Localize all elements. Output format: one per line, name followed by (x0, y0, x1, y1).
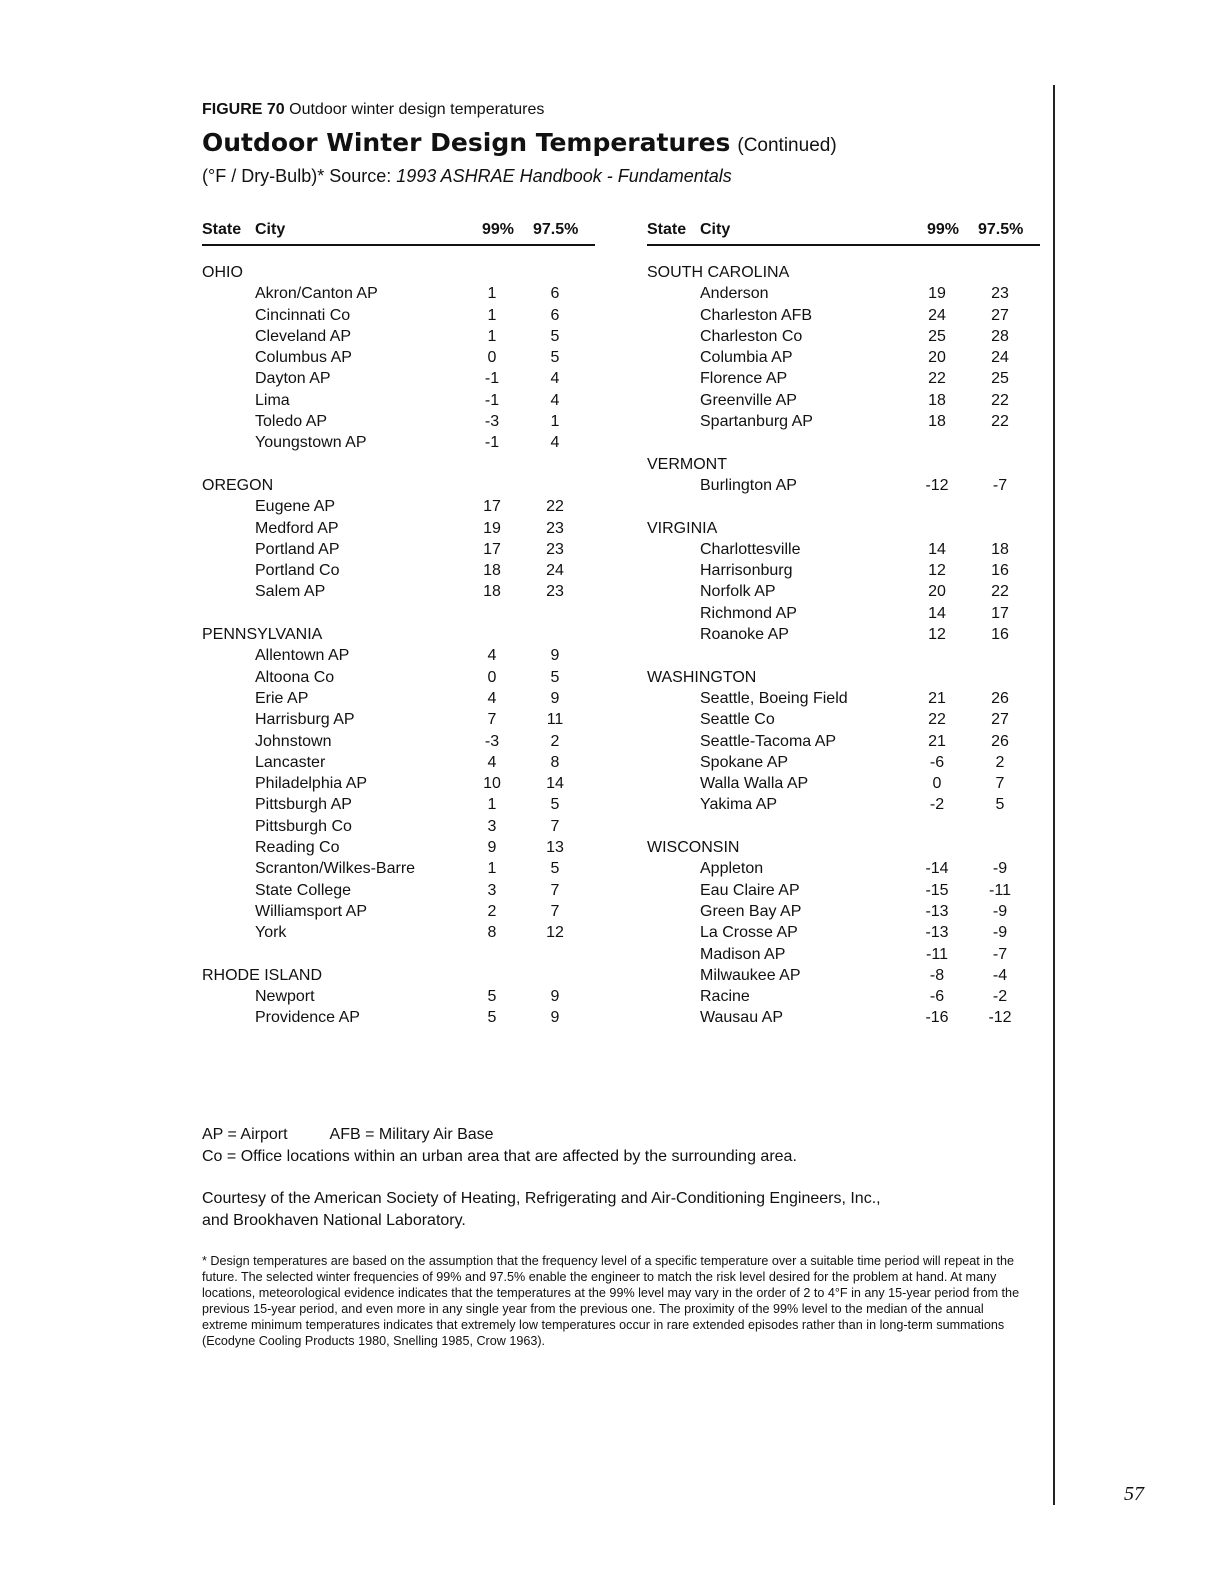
value-975-cell: 22 (991, 391, 1009, 409)
city-cell: Allentown AP (255, 647, 350, 665)
value-975-cell: -9 (992, 924, 1008, 942)
table-header (202, 220, 595, 246)
value-975-cell: 9 (550, 689, 560, 707)
group-spacer (647, 645, 1040, 666)
table-row (202, 645, 595, 666)
table-row (202, 283, 595, 304)
value-975-cell: 8 (550, 753, 560, 771)
value-99-cell: -6 (929, 988, 945, 1006)
state-heading: RHODE ISLAND (202, 966, 323, 984)
city-cell: Roanoke AP (700, 626, 789, 644)
value-99-cell: 4 (487, 753, 497, 771)
value-99-cell: -3 (484, 413, 500, 431)
table-row (202, 794, 595, 815)
table-row (647, 880, 1040, 901)
table-row (202, 837, 595, 858)
city-cell: Yakima AP (700, 796, 778, 814)
city-cell: Salem AP (255, 583, 326, 601)
table-row (647, 475, 1040, 496)
city-cell: Lancaster (255, 753, 326, 771)
city-cell: Lima (255, 391, 290, 409)
header-city: City (700, 221, 731, 238)
value-975-cell: 18 (991, 540, 1009, 558)
value-99-cell: 19 (928, 285, 946, 303)
value-99-cell: 4 (487, 689, 497, 707)
right-table-body (647, 262, 1040, 1029)
value-99-cell: 19 (483, 519, 501, 537)
value-975-cell: 6 (550, 306, 560, 324)
value-99-cell: 1 (487, 285, 497, 303)
value-975-cell: 23 (546, 583, 564, 601)
table-row (202, 773, 595, 794)
value-975-cell: 5 (550, 668, 560, 686)
city-cell: Toledo AP (255, 413, 328, 431)
value-99-cell: 5 (487, 988, 497, 1006)
value-975-cell: 23 (546, 519, 564, 537)
value-99-cell: 14 (928, 604, 946, 622)
group-spacer (202, 603, 595, 624)
city-cell: Providence AP (255, 1009, 360, 1027)
table-row (647, 624, 1040, 645)
value-99-cell: 21 (928, 689, 946, 707)
value-99-cell: -1 (484, 370, 500, 388)
table-row (202, 496, 595, 517)
city-cell: Portland AP (255, 540, 340, 558)
state-heading: WISCONSIN (647, 839, 740, 857)
value-975-cell: 5 (550, 796, 560, 814)
value-975-cell: 6 (550, 285, 560, 303)
value-99-cell: -14 (925, 860, 949, 878)
city-cell: Johnstown (255, 732, 332, 750)
city-cell: Spokane AP (700, 753, 789, 771)
value-99-cell: -15 (925, 881, 949, 899)
city-cell: Youngstown AP (255, 434, 367, 452)
value-99-cell: -2 (929, 796, 945, 814)
value-975-cell: 14 (546, 775, 564, 793)
margin-rule (1053, 85, 1055, 1505)
city-cell: Altoona Co (255, 668, 335, 686)
page-number: 57 (1124, 1483, 1144, 1505)
city-cell: Charleston AFB (700, 306, 813, 324)
table-row (202, 368, 595, 389)
value-975-cell: 16 (991, 562, 1009, 580)
table-row (202, 1007, 595, 1028)
header-975: 97.5% (978, 221, 1024, 238)
state-heading: OHIO (202, 264, 243, 281)
table-row (647, 305, 1040, 326)
value-975-cell: 23 (991, 285, 1009, 303)
city-cell: Portland Co (255, 562, 340, 580)
page-title (202, 128, 837, 158)
table-row (647, 688, 1040, 709)
value-99-cell: 24 (928, 306, 946, 324)
state-heading: PENNSYLVANIA (202, 626, 323, 644)
table-row (647, 347, 1040, 368)
value-99-cell: 1 (487, 796, 497, 814)
value-99-cell: -11 (926, 945, 948, 963)
value-975-cell: 9 (550, 1009, 560, 1027)
value-99-cell: -3 (484, 732, 500, 750)
table-row (202, 326, 595, 347)
city-cell: Florence AP (700, 370, 788, 388)
value-99-cell: -13 (925, 902, 949, 920)
value-975-cell: 17 (991, 604, 1009, 622)
subtitle (202, 166, 732, 187)
value-975-cell: 16 (991, 626, 1009, 644)
city-cell: Milwaukee AP (700, 966, 801, 984)
group-spacer (202, 944, 595, 965)
figure-caption-text: Outdoor winter design temperatures (289, 101, 545, 118)
city-cell: Philadelphia AP (255, 775, 368, 793)
table-row (202, 922, 595, 943)
city-cell: Columbia AP (700, 349, 793, 367)
value-99-cell: 25 (928, 327, 946, 345)
city-cell: Harrisonburg (700, 562, 793, 580)
value-975-cell: 5 (550, 327, 560, 345)
table-row (647, 731, 1040, 752)
value-975-cell: 25 (991, 370, 1009, 388)
header-99: 99% (482, 221, 515, 238)
table-row (647, 773, 1040, 794)
header-state: State (202, 221, 242, 238)
table-row (202, 731, 595, 752)
value-99-cell: 18 (483, 583, 501, 601)
value-975-cell: 9 (550, 988, 560, 1006)
value-99-cell: 22 (928, 711, 946, 729)
table-row (647, 752, 1040, 773)
table-row (202, 858, 595, 879)
right-table (647, 220, 1040, 1029)
city-cell: Walla Walla AP (700, 775, 809, 793)
city-cell: Dayton AP (255, 370, 331, 388)
city-cell: State College (255, 881, 352, 899)
value-975-cell: 4 (550, 391, 560, 409)
city-cell: Eau Claire AP (700, 881, 800, 899)
abbr-co: Co = Office locations within an urban area that are affected by the surrounding area. (202, 1148, 797, 1165)
city-cell: Pittsburgh AP (255, 796, 352, 814)
courtesy-note (202, 1188, 922, 1232)
table-row (647, 1007, 1040, 1028)
abbr-ap: AP = Airport (202, 1126, 288, 1143)
value-99-cell: 2 (487, 902, 497, 920)
value-975-cell: -12 (988, 1009, 1012, 1027)
state-heading: OREGON (202, 476, 274, 494)
value-99-cell: 21 (928, 732, 946, 750)
value-975-cell: 7 (550, 817, 560, 835)
table-row (647, 965, 1040, 986)
city-cell: Newport (255, 988, 315, 1006)
value-975-cell: 27 (991, 711, 1009, 729)
value-975-cell: 22 (991, 413, 1009, 431)
value-99-cell: 22 (928, 370, 946, 388)
value-975-cell: 4 (550, 370, 560, 388)
table-row (647, 581, 1040, 602)
value-975-cell: -11 (989, 881, 1011, 899)
group-spacer (647, 496, 1040, 517)
value-99-cell: 1 (487, 306, 497, 324)
table-row (202, 986, 595, 1007)
table-row (647, 944, 1040, 965)
table-row (647, 283, 1040, 304)
value-975-cell: 2 (550, 732, 560, 750)
city-cell: Akron/Canton AP (255, 285, 378, 303)
table-row (647, 901, 1040, 922)
table-row (202, 816, 595, 837)
value-975-cell: -7 (992, 945, 1008, 963)
figure-label: FIGURE 70 (202, 101, 285, 118)
subtitle-prefix: (°F / Dry-Bulb)* Source: (202, 166, 397, 186)
city-cell: Charlottesville (700, 540, 801, 558)
value-99-cell: 20 (928, 349, 946, 367)
table-row (202, 688, 595, 709)
value-99-cell: 0 (487, 349, 497, 367)
value-975-cell: -7 (992, 476, 1008, 494)
table-row (202, 390, 595, 411)
state-heading: WASHINGTON (647, 668, 757, 686)
value-99-cell: 17 (483, 540, 501, 558)
city-cell: Cleveland AP (255, 327, 352, 345)
table-row (202, 432, 595, 453)
table-row (202, 709, 595, 730)
city-cell: Harrisburg AP (255, 711, 355, 729)
table-row (647, 858, 1040, 879)
value-99-cell: 8 (487, 924, 497, 942)
city-cell: Appleton (700, 860, 764, 878)
value-975-cell: 11 (546, 711, 564, 729)
value-99-cell: 1 (487, 327, 497, 345)
table-row (202, 518, 595, 539)
value-975-cell: 2 (995, 753, 1005, 771)
city-cell: Scranton/Wilkes-Barre (255, 860, 416, 878)
value-975-cell: 5 (550, 860, 560, 878)
header-99: 99% (927, 221, 960, 238)
city-cell: Norfolk AP (700, 583, 776, 601)
city-cell: Seattle, Boeing Field (700, 689, 848, 707)
city-cell: Anderson (700, 285, 769, 303)
value-975-cell: 9 (550, 647, 560, 665)
value-99-cell: 3 (487, 881, 497, 899)
value-99-cell: 18 (928, 413, 946, 431)
value-99-cell: -12 (925, 476, 949, 494)
value-975-cell: 24 (991, 349, 1009, 367)
city-cell: La Crosse AP (700, 924, 798, 942)
table-row (202, 305, 595, 326)
value-975-cell: -9 (992, 860, 1008, 878)
value-99-cell: -8 (929, 966, 945, 984)
value-99-cell: -6 (929, 753, 945, 771)
value-99-cell: 10 (483, 775, 501, 793)
value-975-cell: 23 (546, 540, 564, 558)
city-cell: Burlington AP (700, 476, 797, 494)
table-row (647, 411, 1040, 432)
value-975-cell: 22 (991, 583, 1009, 601)
city-cell: Seattle Co (700, 711, 775, 729)
value-99-cell: 7 (487, 711, 497, 729)
table-row (202, 901, 595, 922)
value-975-cell: 28 (991, 327, 1009, 345)
city-cell: Pittsburgh Co (255, 817, 352, 835)
value-975-cell: 5 (550, 349, 560, 367)
header-city: City (255, 221, 286, 238)
city-cell: Eugene AP (255, 498, 336, 516)
abbr-afb: AFB = Military Air Base (329, 1126, 494, 1143)
value-99-cell: 18 (483, 562, 501, 580)
value-975-cell: -9 (992, 902, 1008, 920)
city-cell: Greenville AP (700, 391, 797, 409)
value-99-cell: 0 (932, 775, 942, 793)
value-99-cell: 12 (928, 562, 946, 580)
figure-caption (202, 101, 544, 119)
city-cell: Williamsport AP (255, 902, 368, 920)
table-row (647, 794, 1040, 815)
city-cell: Madison AP (700, 945, 786, 963)
table-row (202, 411, 595, 432)
value-99-cell: 12 (928, 626, 946, 644)
city-cell: Reading Co (255, 839, 340, 857)
value-975-cell: -4 (992, 966, 1008, 984)
table-row (202, 347, 595, 368)
courtesy-line-2: and Brookhaven National Laboratory. (202, 1212, 466, 1229)
value-975-cell: 1 (550, 413, 560, 431)
value-99-cell: -16 (925, 1009, 949, 1027)
value-99-cell: 4 (487, 647, 497, 665)
table-row (202, 560, 595, 581)
table-row (647, 709, 1040, 730)
city-cell: Spartanburg AP (700, 413, 813, 431)
city-cell: Erie AP (255, 689, 309, 707)
city-cell: York (255, 924, 287, 942)
value-975-cell: 5 (995, 796, 1005, 814)
value-975-cell: -2 (992, 988, 1008, 1006)
table-row (202, 880, 595, 901)
value-975-cell: 4 (550, 434, 560, 452)
footnote: * Design temperatures are based on the assumption that the frequency level of a specific temperature over a suitable time period will repeat in the future. The selected winter frequencies of 99% and 97.5% enable the engineer to match the risk level desired for the problem at hand. At many locations, meteorological evidence indicates that the temperatures at the 99% level may vary in the order of 2 to 4°F in any 15-year period from the previous 15-year period, and even more in any single year from the previous one. The proximity of the 99% level to the median of the annual extreme minimum temperatures indicates that extremely low temperatures occur in rare extended episodes rather than in long-term summations (Ecodyne Cooling Products 1980, Snelling 1985, Crow 1963). (202, 1254, 1020, 1349)
header-state: State (647, 221, 687, 238)
city-cell: Richmond AP (700, 604, 797, 622)
value-975-cell: 13 (546, 839, 564, 857)
table-row (647, 986, 1040, 1007)
value-99-cell: -1 (484, 434, 500, 452)
value-99-cell: 9 (487, 839, 497, 857)
value-99-cell: 1 (487, 860, 497, 878)
value-99-cell: 20 (928, 583, 946, 601)
courtesy-line-1: Courtesy of the American Society of Heating, Refrigerating and Air-Conditioning Engineers, Inc., (202, 1190, 881, 1207)
state-heading: VIRGINIA (647, 519, 718, 537)
table-row (647, 368, 1040, 389)
table-row (202, 581, 595, 602)
table-row (202, 667, 595, 688)
left-table (202, 220, 595, 1029)
value-99-cell: 3 (487, 817, 497, 835)
value-975-cell: 26 (991, 732, 1009, 750)
value-975-cell: 27 (991, 306, 1009, 324)
value-99-cell: -1 (484, 391, 500, 409)
city-cell: Charleston Co (700, 327, 803, 345)
left-table-body (202, 262, 595, 1029)
state-heading: VERMONT (647, 455, 727, 473)
value-975-cell: 7 (995, 775, 1005, 793)
city-cell: Racine (700, 988, 750, 1006)
group-spacer (202, 454, 595, 475)
value-975-cell: 26 (991, 689, 1009, 707)
value-975-cell: 22 (546, 498, 564, 516)
value-99-cell: 0 (487, 668, 497, 686)
city-cell: Cincinnati Co (255, 306, 351, 324)
abbreviations (202, 1124, 797, 1168)
table-row (647, 539, 1040, 560)
value-99-cell: 18 (928, 391, 946, 409)
city-cell: Wausau AP (700, 1009, 784, 1027)
value-975-cell: 24 (546, 562, 564, 580)
table-row (202, 539, 595, 560)
title-suffix: (Continued) (737, 135, 837, 156)
value-975-cell: 12 (546, 924, 564, 942)
value-99-cell: 14 (928, 540, 946, 558)
city-cell: Medford AP (255, 519, 339, 537)
table-row (647, 922, 1040, 943)
value-99-cell: -13 (925, 924, 949, 942)
table-row (647, 560, 1040, 581)
table-row (647, 326, 1040, 347)
table-row (647, 603, 1040, 624)
group-spacer (647, 816, 1040, 837)
city-cell: Green Bay AP (700, 902, 802, 920)
state-heading: SOUTH CAROLINA (647, 264, 790, 281)
table-row (647, 390, 1040, 411)
table-row (202, 752, 595, 773)
value-99-cell: 17 (483, 498, 501, 516)
header-975: 97.5% (533, 221, 579, 238)
value-975-cell: 7 (550, 902, 560, 920)
table-header (647, 220, 1040, 246)
group-spacer (647, 432, 1040, 453)
city-cell: Seattle-Tacoma AP (700, 732, 837, 750)
subtitle-source: 1993 ASHRAE Handbook - Fundamentals (396, 166, 732, 186)
city-cell: Columbus AP (255, 349, 352, 367)
value-975-cell: 7 (550, 881, 560, 899)
value-99-cell: 5 (487, 1009, 497, 1027)
title-text: Outdoor Winter Design Temperatures (202, 128, 731, 157)
